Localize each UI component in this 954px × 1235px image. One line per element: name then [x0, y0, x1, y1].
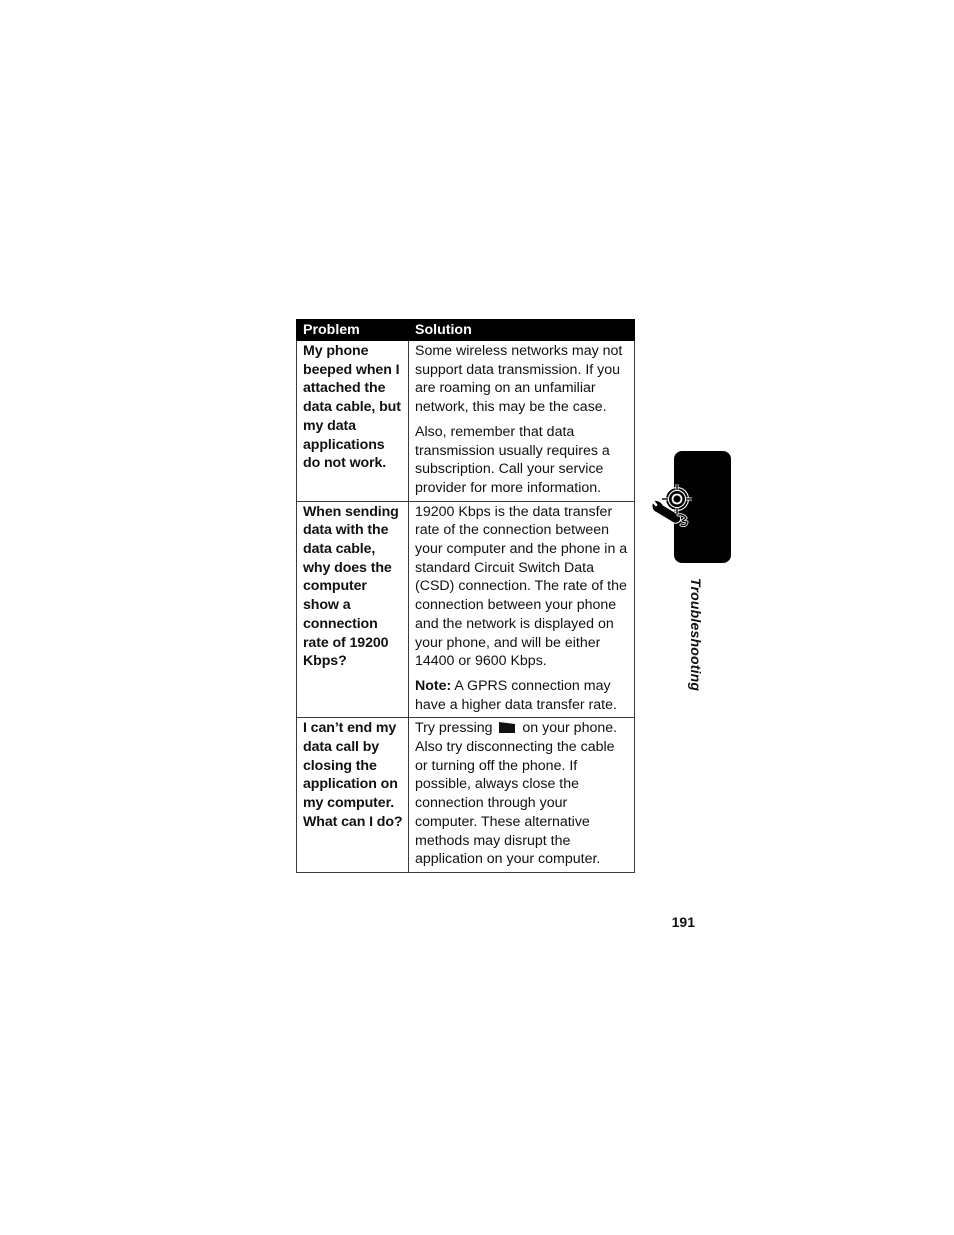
problem-cell: When sending data with the data cable, why does the computer show a connection rate of 19200 Kbps? — [297, 501, 409, 718]
solution-text-after-icon: on your phone. Also try disconnecting the cable or turning off the phone. If possible, always close the connection through your computer. These alternative methods may disrupt the application on your computer. — [415, 720, 618, 868]
solution-text-before-icon: Try pressing — [415, 720, 497, 737]
note-text: A GPRS connection may have a higher data transfer rate. — [415, 677, 617, 713]
table-row — [297, 341, 635, 502]
solution-paragraph: Also, remember that data transmission usually requires a subscription. Call your service provider for more information. — [415, 423, 610, 496]
problem-column-header: Problem — [297, 320, 409, 341]
solution-column-header: Solution — [409, 320, 635, 341]
solution-paragraph — [415, 719, 630, 869]
table-row — [297, 718, 635, 873]
solution-paragraph: Some wireless networks may not support data transmission. If you are roaming on an unfamiliar network, this may be the case. — [415, 343, 623, 416]
page-number: 191 — [671, 914, 695, 930]
troubleshooting-table — [296, 319, 635, 873]
wrench-target-icon — [650, 481, 700, 527]
table-header-row — [297, 320, 635, 341]
note-paragraph — [415, 677, 630, 714]
solution-cell — [409, 341, 635, 502]
table-row — [297, 501, 635, 718]
solution-cell — [409, 718, 635, 873]
end-key-icon — [498, 721, 516, 734]
solution-cell — [409, 501, 635, 718]
section-side-label: Troubleshooting — [688, 578, 704, 692]
problem-cell: My phone beeped when I attached the data cable, but my data applications do not work. — [297, 341, 409, 502]
solution-paragraph: 19200 Kbps is the data transfer rate of the connection between your computer and the phone in a standard Circuit Switch Data (CSD) connection. The rate of the connection between your phone and the network is displayed on your phone, and will be either 14400 or 9600 Kbps. — [415, 503, 628, 670]
note-label: Note: — [415, 677, 452, 694]
problem-cell: I can’t end my data call by closing the application on my computer. What can I do? — [297, 718, 409, 873]
